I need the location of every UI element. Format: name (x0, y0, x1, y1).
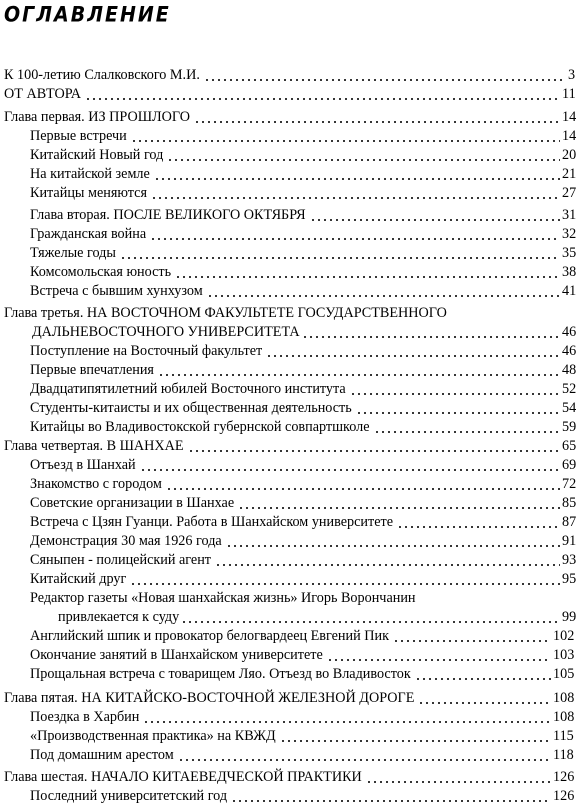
toc-page-number: 32 (562, 226, 577, 242)
toc-entry[interactable] (0, 225, 584, 244)
toc-page-number: 126 (553, 788, 575, 804)
toc-entry-title: ОТ АВТОРА (4, 86, 82, 102)
toc-entry[interactable] (0, 437, 584, 456)
toc-page-number: 54 (562, 400, 577, 416)
toc-entry-title: На китайской земле (30, 166, 150, 182)
toc-entry[interactable] (0, 475, 584, 494)
leader-dots (415, 678, 551, 680)
toc-entry[interactable] (0, 627, 584, 646)
toc-page-number: 20 (562, 147, 577, 163)
toc-entry-title: Под домашним арестом (30, 747, 174, 763)
toc-page-number: 59 (562, 419, 577, 435)
toc-entry[interactable] (0, 494, 584, 513)
toc-page-number: 85 (562, 495, 577, 511)
toc-entry[interactable] (0, 746, 584, 765)
toc-entry[interactable] (0, 165, 584, 184)
leader-dots (215, 564, 560, 566)
toc-page-number: 103 (553, 647, 575, 663)
toc-page-number: 46 (562, 343, 577, 359)
toc-page-number: 38 (562, 264, 577, 280)
toc-entry-title: Встреча с Цзян Гуанци. Работа в Шанхайском университете (30, 514, 394, 530)
toc-entry[interactable] (0, 304, 584, 342)
toc-entry[interactable] (0, 532, 584, 551)
toc-page-number: 31 (562, 207, 577, 223)
toc-entry[interactable] (0, 689, 584, 708)
leader-dots (226, 545, 560, 547)
toc-entry-title: Тяжелые годы (30, 245, 116, 261)
toc-page-number: 95 (562, 571, 577, 587)
leader-dots (130, 583, 560, 585)
leader-dots (418, 702, 551, 704)
toc-entry-title: Глава третья. НА ВОСТОЧНОМ ФАКУЛЬТЕТЕ ГОСУДАРСТВЕННОГО (4, 305, 447, 321)
leader-dots (188, 450, 560, 452)
toc-page-number: 69 (562, 457, 577, 473)
leader-dots (143, 721, 551, 723)
toc-page-number: 99 (562, 609, 577, 625)
toc-entry[interactable] (0, 456, 584, 475)
toc-entry-title: Первые встречи (30, 128, 127, 144)
leader-dots (238, 507, 560, 509)
toc-page-number: 27 (562, 185, 577, 201)
toc-page-number: 105 (553, 666, 575, 682)
toc-entry[interactable] (0, 342, 584, 361)
leader-dots (356, 412, 560, 414)
toc-entry-title: Глава первая. ИЗ ПРОШЛОГО (4, 109, 191, 125)
toc-page-number: 46 (562, 324, 577, 340)
toc-entry-title: Глава четвертая. В ШАНХАЕ (4, 438, 184, 454)
toc-page-number: 118 (553, 747, 574, 763)
toc-entry-title: Поступление на Восточный факультет (30, 343, 263, 359)
leader-dots (85, 98, 560, 100)
leader-dots (131, 140, 560, 142)
toc-entry-title: Последний университетский год (30, 788, 228, 804)
toc-page-number: 48 (562, 362, 577, 378)
leader-dots (167, 159, 560, 161)
leader-dots (280, 740, 551, 742)
toc-entry[interactable] (0, 418, 584, 437)
leader-dots (397, 526, 560, 528)
toc-entry-title: Английский шпик и провокатор белогвардеец Евгений Пик (30, 628, 389, 644)
leader-dots (194, 121, 560, 123)
toc-page-number: 21 (562, 166, 577, 182)
toc-entry-title: Поездка в Харбин (30, 709, 140, 725)
toc-entry[interactable] (0, 282, 584, 301)
leader-dots (266, 355, 560, 357)
toc-entry-title: Редактор газеты «Новая шанхайская жизнь» Игорь Ворончанин (30, 590, 416, 606)
toc-entry-title-continued: ДАЛЬНЕВОСТОЧНОГО УНИВЕРСИТЕТА (32, 324, 300, 340)
toc-entry[interactable] (0, 85, 584, 104)
toc-entry-title-continued: привлекается к суду (58, 609, 180, 625)
leader-dots (178, 759, 551, 761)
page-title: ОГЛАВЛЕНИЕ (4, 3, 171, 28)
toc-entry-title: Сяныпен - полицейский агент (30, 552, 212, 568)
toc-entry-title: «Производственная практика» на КВЖД (30, 728, 276, 744)
toc-entry[interactable] (0, 708, 584, 727)
toc-entry[interactable] (0, 646, 584, 665)
toc-entry[interactable] (0, 361, 584, 380)
leader-dots (302, 336, 560, 338)
leader-dots (204, 79, 566, 81)
toc-page-number: 102 (553, 628, 575, 644)
toc-page-number: 52 (562, 381, 577, 397)
leader-dots (393, 640, 551, 642)
toc-entry[interactable] (0, 570, 584, 589)
toc-page-number: 115 (553, 728, 574, 744)
toc-entry[interactable] (0, 787, 584, 806)
toc-entry-title: Встреча с бывшим хунхузом (30, 283, 203, 299)
toc-entry[interactable] (0, 399, 584, 418)
toc-entry-title: Отъезд в Шанхай (30, 457, 136, 473)
toc-entry-title: Китайский Новый год (30, 147, 164, 163)
toc-page-number: 14 (562, 128, 577, 144)
toc-page-number: 41 (562, 283, 577, 299)
toc-entry-title: К 100-летию Слалковского М.И. (4, 67, 200, 83)
toc-entry-title: Китайский друг (30, 571, 127, 587)
toc-entry[interactable] (0, 380, 584, 399)
toc-entry[interactable] (0, 184, 584, 203)
toc-page-number: 3 (568, 67, 576, 83)
toc-page-number: 108 (553, 709, 575, 725)
toc-entry[interactable] (0, 244, 584, 263)
toc-entry[interactable] (0, 665, 584, 684)
leader-dots (366, 781, 551, 783)
leader-dots (327, 659, 551, 661)
leader-dots (158, 374, 560, 376)
toc-entry[interactable] (0, 727, 584, 746)
toc-page-number: 91 (562, 533, 577, 549)
leader-dots (151, 197, 560, 199)
toc-entry[interactable] (0, 551, 584, 570)
toc-page-number: 72 (562, 476, 577, 492)
leader-dots (150, 238, 560, 240)
leader-dots (166, 488, 560, 490)
toc-page-number: 11 (562, 86, 576, 102)
leader-dots (154, 178, 560, 180)
toc-entry-title: Комсомольская юность (30, 264, 172, 280)
toc-entry-title: Первые впечатления (30, 362, 154, 378)
toc-entry-title: Глава вторая. ПОСЛЕ ВЕЛИКОГО ОКТЯБРЯ (30, 207, 306, 223)
toc-entry-title: Студенты-китаисты и их общественная деятельность (30, 400, 352, 416)
toc-entry-title: Знакомство с городом (30, 476, 162, 492)
leader-dots (231, 800, 551, 802)
toc-entry-title: Прощальная встреча с товарищем Ляо. Отъезд во Владивосток (30, 666, 411, 682)
toc-entry-title: Демонстрация 30 мая 1926 года (30, 533, 222, 549)
toc-entry[interactable] (0, 206, 584, 225)
toc-entry[interactable] (0, 66, 584, 85)
toc-entry-title: Окончание занятий в Шанхайском университете (30, 647, 323, 663)
leader-dots (140, 469, 560, 471)
toc-entry-title: Глава пятая. НА КИТАЙСКО-ВОСТОЧНОЙ ЖЕЛЕЗНОЙ ДОРОГЕ (4, 690, 415, 706)
toc-entry[interactable] (0, 108, 584, 127)
leader-dots (120, 257, 560, 259)
toc-entry[interactable] (0, 513, 584, 532)
toc-page-number: 126 (553, 769, 575, 785)
toc-entry[interactable] (0, 127, 584, 146)
toc-entry-title: Гражданская война (30, 226, 147, 242)
leader-dots (310, 219, 560, 221)
toc-page-number: 108 (553, 690, 575, 706)
leader-dots (175, 276, 560, 278)
leader-dots (350, 393, 560, 395)
toc-entry-title: Советские организации в Шанхае (30, 495, 235, 511)
toc-page-number: 87 (562, 514, 577, 530)
toc-entry[interactable] (0, 146, 584, 165)
toc-entry[interactable] (0, 768, 584, 787)
toc-entry-title: Двадцатипятилетний юбилей Восточного института (30, 381, 346, 397)
leader-dots (374, 431, 560, 433)
toc-entry-title: Глава шестая. НАЧАЛО КИТАЕВЕДЧЕСКОЙ ПРАКТИКИ (4, 769, 362, 785)
toc-entry-title: Китайцы во Владивостокской губернской совпартшколе (30, 419, 370, 435)
toc-entry[interactable] (0, 589, 584, 627)
toc-entry-title: Китайцы меняются (30, 185, 147, 201)
toc-entry[interactable] (0, 263, 584, 282)
leader-dots (207, 295, 560, 297)
leader-dots (181, 621, 560, 623)
toc-page-number: 14 (562, 109, 577, 125)
toc-page-number: 93 (562, 552, 577, 568)
toc-page-number: 65 (562, 438, 577, 454)
toc-page-number: 35 (562, 245, 577, 261)
